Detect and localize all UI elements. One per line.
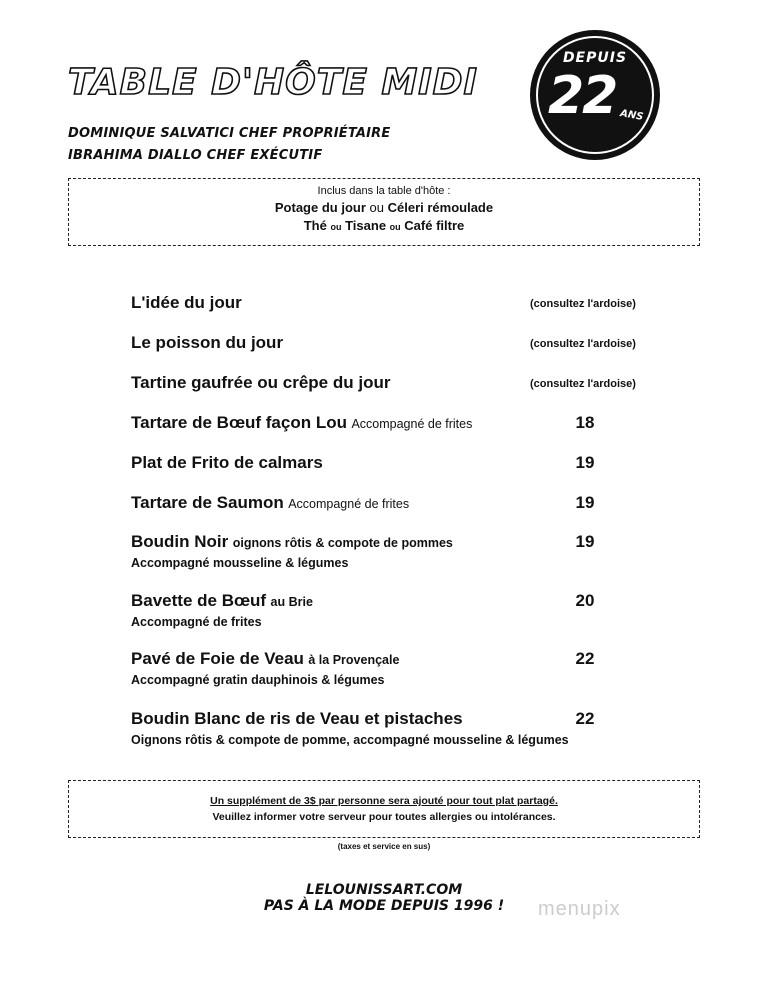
item-name: Pavé de Foie de Veau <box>131 649 304 668</box>
item-name: Tartine gaufrée ou crêpe du jour <box>131 373 391 392</box>
item-price: 22 <box>575 709 595 728</box>
included-box <box>68 178 700 246</box>
chef-executive: IBRAHIMA DIALLO CHEF EXÉCUTIF <box>68 148 323 163</box>
included-cafe: Café filtre <box>404 218 465 233</box>
footer <box>0 882 768 914</box>
item-sub: Accompagné gratin dauphinois & légumes <box>131 673 385 687</box>
footer-tagline: PAS À LA MODE DEPUIS 1996 ! <box>263 898 505 914</box>
item-price: 20 <box>575 591 595 610</box>
item-desc: à la Provençale <box>308 653 400 667</box>
included-line-2 <box>69 218 699 233</box>
item-sub: Accompagné de frites <box>131 615 262 629</box>
item-name: L'idée du jour <box>131 293 242 312</box>
watermark-logo: menupix <box>538 898 621 920</box>
item-price: 22 <box>575 649 595 668</box>
menu-item <box>131 453 601 473</box>
chef-owner: DOMINIQUE SALVATICI CHEF PROPRIÉTAIRE <box>68 126 391 141</box>
notice-box <box>68 780 700 838</box>
badge-number: 22 <box>548 66 617 126</box>
item-desc: oignons rôtis & compote de pommes <box>232 536 453 550</box>
item-price: 19 <box>575 453 595 472</box>
included-or: ou <box>330 222 342 232</box>
included-celeri: Céleri rémoulade <box>387 200 494 215</box>
included-tisane: Tisane <box>345 218 387 233</box>
item-name: Bavette de Bœuf <box>131 591 267 610</box>
footer-website[interactable]: LELOUNISSART.COM <box>305 882 463 898</box>
item-name: Plat de Frito de calmars <box>131 453 323 472</box>
item-consult-note: (consultez l'ardoise) <box>530 298 636 310</box>
item-sub: Accompagné mousseline & légumes <box>131 556 349 570</box>
item-price: 19 <box>575 532 595 551</box>
notice-shared-plate: Un supplément de 3$ par personne sera ajouté pour tout plat partagé. <box>210 795 558 807</box>
included-soup: Potage du jour <box>274 200 366 215</box>
included-intro: Inclus dans la table d'hôte : <box>317 185 451 197</box>
menu-item <box>131 709 631 747</box>
item-name: Boudin Noir <box>131 532 229 551</box>
menu-item <box>131 493 601 513</box>
anniversary-badge <box>530 30 660 160</box>
menu-item <box>131 591 601 629</box>
menu-item <box>131 413 601 433</box>
item-desc: Accompagné de frites <box>351 417 473 431</box>
item-consult-note: (consultez l'ardoise) <box>530 338 636 350</box>
included-the: Thé <box>303 218 327 233</box>
item-desc: Accompagné de frites <box>288 497 410 511</box>
included-or: ou <box>389 222 401 232</box>
badge-ans: ANS <box>619 108 645 123</box>
item-name: Tartare de Saumon <box>131 493 284 512</box>
menu-item <box>131 532 601 570</box>
item-name: Le poisson du jour <box>131 333 284 352</box>
item-name: Boudin Blanc de ris de Veau et pistaches <box>131 709 463 728</box>
page-title: TABLE D'HÔTE MIDI <box>68 62 478 103</box>
item-price: 18 <box>575 413 595 432</box>
menu-item <box>131 649 601 687</box>
item-price: 19 <box>575 493 595 512</box>
item-desc: au Brie <box>270 595 313 609</box>
item-sub: Oignons rôtis & compote de pomme, accompagné mousseline & légumes <box>131 733 569 747</box>
notice-allergies: Veuillez informer votre serveur pour toutes allergies ou intolérances. <box>212 811 556 823</box>
included-line-1 <box>69 200 699 215</box>
item-consult-note: (consultez l'ardoise) <box>530 378 636 390</box>
badge-depuis: DEPUIS <box>562 50 628 66</box>
item-name: Tartare de Bœuf façon Lou <box>131 413 347 432</box>
taxes-note: (taxes et service en sus) <box>337 842 431 851</box>
included-or: ou <box>369 200 384 215</box>
